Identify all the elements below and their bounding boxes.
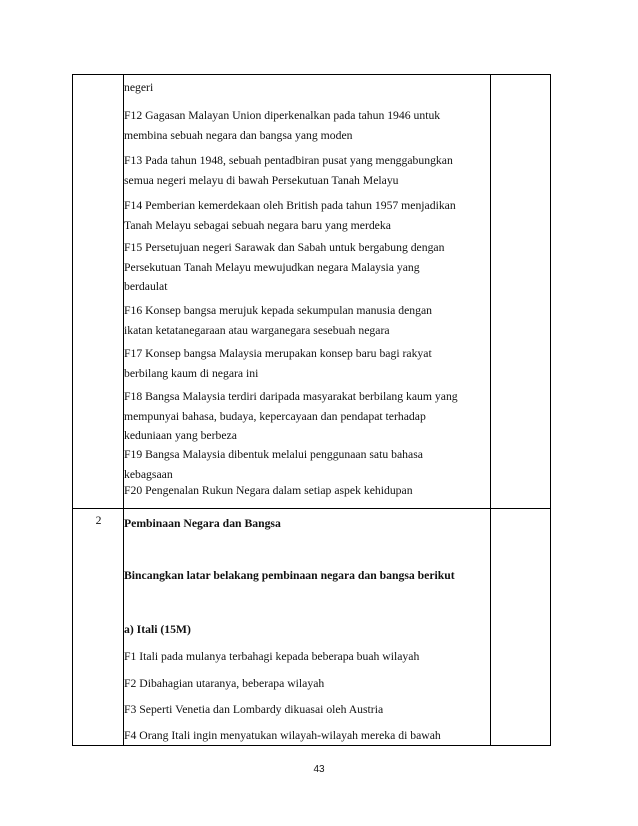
point-f13: F13 Pada tahun 1948, sebuah pentadbiran pusat yang menggabungkan semua negeri melayu di bawah Persekutuan Tanah Melayu bbox=[124, 154, 453, 187]
column-divider-right bbox=[490, 75, 491, 745]
point-f20: F20 Pengenalan Rukun Negara dalam setiap aspek kehidupan bbox=[124, 484, 413, 497]
row-divider bbox=[73, 508, 550, 509]
page-number: 43 bbox=[313, 764, 325, 775]
point-f1: F1 Itali pada mulanya terbahagi kepada beberapa buah wilayah bbox=[124, 650, 420, 663]
point-f15: F15 Persetujuan negeri Sarawak dan Sabah untuk bergabung dengan Persekutuan Tanah Melayu mewujudkan negara Malaysia yang berdaulat bbox=[124, 241, 445, 293]
line-negeri: negeri bbox=[124, 81, 154, 94]
point-f3: F3 Seperti Venetia dan Lombardy dikuasai oleh Austria bbox=[124, 703, 384, 716]
point-f16: F16 Konsep bangsa merujuk kepada sekumpulan manusia dengan ikatan ketatanegaraan atau warganegara sesebuah negara bbox=[124, 304, 433, 337]
point-f17: F17 Konsep bangsa Malaysia merupakan konsep baru bagi rakyat berbilang kaum di negara ini bbox=[124, 347, 432, 380]
content-table bbox=[72, 74, 551, 746]
point-f2: F2 Dibahagian utaranya, beberapa wilayah bbox=[124, 677, 325, 690]
section-title: Pembinaan Negara dan Bangsa bbox=[124, 517, 281, 530]
row-number: 2 bbox=[95, 514, 102, 527]
point-f19: F19 Bangsa Malaysia dibentuk melalui penggunaan satu bahasa kebagsaan bbox=[124, 448, 423, 481]
point-f12: F12 Gagasan Malayan Union diperkenalkan pada tahun 1946 untuk membina sebuah negara dan bangsa yang moden bbox=[124, 109, 441, 142]
point-f18: F18 Bangsa Malaysia terdiri daripada masyarakat berbilang kaum yang mempunyai bahasa, budaya, kepercayaan dan pendapat terhadap keduniaan yang berbeza bbox=[124, 390, 458, 442]
instruction-text: Bincangkan latar belakang pembinaan negara dan bangsa berikut bbox=[124, 569, 455, 582]
point-f14: F14 Pemberian kemerdekaan oleh British pada tahun 1957 menjadikan Tanah Melayu sebagai sebuah negara baru yang merdeka bbox=[124, 199, 456, 232]
subheading-itali: a) Itali (15M) bbox=[124, 623, 191, 636]
point-f4: F4 Orang Itali ingin menyatukan wilayah-wilayah mereka di bawah bbox=[124, 729, 441, 742]
